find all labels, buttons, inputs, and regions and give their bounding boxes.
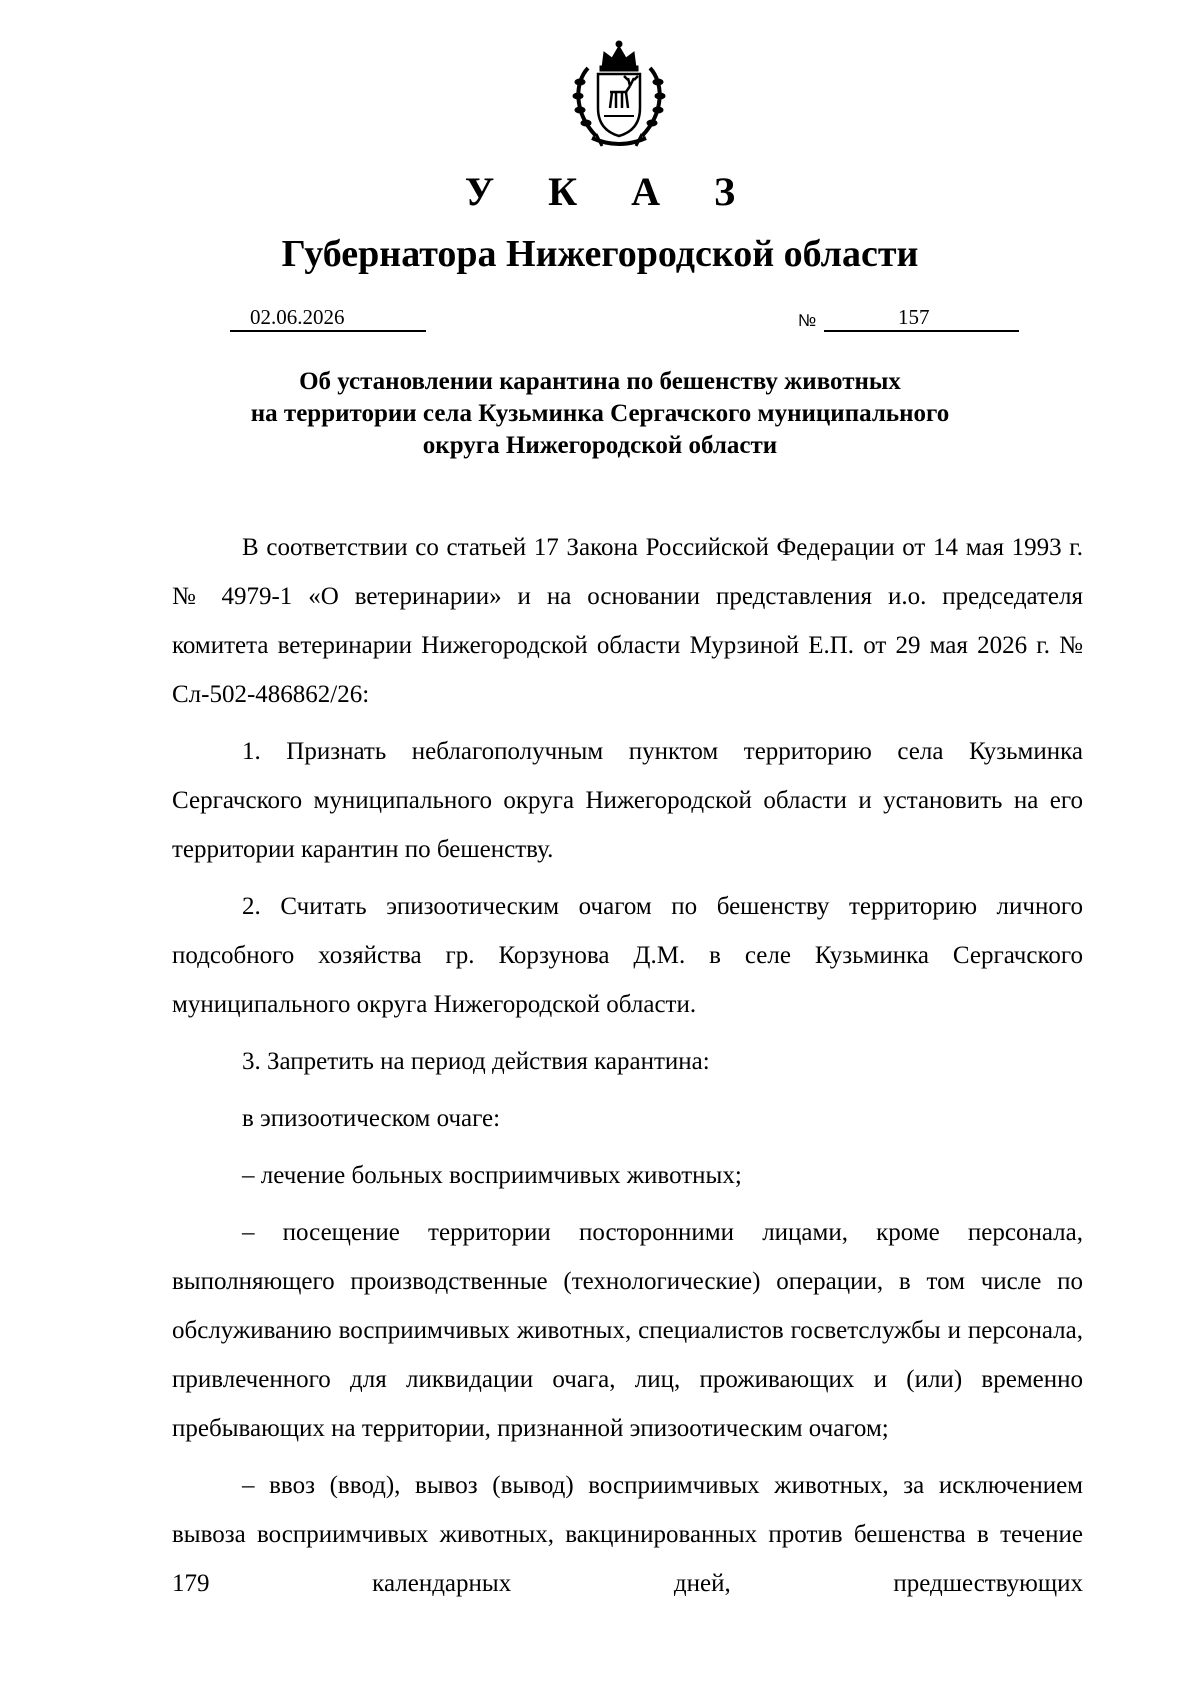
paragraph-ban-treatment: – лечение больных восприимчивых животных; bbox=[242, 1162, 742, 1189]
title-line: на территории села Кузьминка Сергачского муниципального bbox=[250, 400, 950, 427]
issuer-title: Губернатора Нижегородской области bbox=[281, 233, 919, 275]
document-date: 02.06.2026 bbox=[250, 305, 345, 329]
paragraph-ban-import: – ввоз (ввод), вывоз (вывод) восприимчивых животных, за исключением вывоза восприимчивых животных, вакцинированных против бешенства в течение 179 календарных дней, предшествующих bbox=[172, 1472, 1083, 1597]
paragraph-item-3: 3. Запретить на период действия карантина: bbox=[242, 1048, 710, 1075]
number-sign: № bbox=[798, 311, 817, 330]
document-title bbox=[0, 366, 1200, 462]
number-field bbox=[824, 303, 1019, 332]
title-line: Об установлении карантина по бешенству животных bbox=[299, 368, 901, 395]
document-type: У К А З bbox=[464, 169, 758, 214]
paragraph-item-1: 1. Признать неблагополучным пунктом территорию села Кузьминка Сергачского муниципального округа Нижегородской области и установить на его территории карантин по бешенству. bbox=[172, 738, 1083, 863]
paragraph-focus-heading: в эпизоотическом очаге: bbox=[242, 1105, 501, 1132]
paragraph-preamble: В соответствии со статьей 17 Закона Российской Федерации от 14 мая 1993 г. № 4979-1 «О ветеринарии» и на основании представления и.о. председателя комитета ветеринарии Нижегородской области Мурзиной Е.П. от 29 мая 2026 г. № Сл-502-486862/26: bbox=[172, 534, 1083, 708]
document-number: 157 bbox=[898, 305, 930, 329]
title-line: округа Нижегородской области bbox=[422, 432, 778, 459]
paragraph-ban-visits: – посещение территории посторонними лицами, кроме персонала, выполняющего производственные (технологические) операции, в том числе по обслуживанию восприимчивых животных, специалистов госветслужбы и персонала, привлеченного для ликвидации очага, лиц, проживающих и (или) временно пребывающих на территории, признанной эпизоотическим очагом; bbox=[172, 1219, 1083, 1442]
date-field bbox=[230, 303, 426, 332]
coat-of-arms-icon bbox=[566, 38, 672, 148]
document-body bbox=[172, 523, 1083, 1608]
paragraph-item-2: 2. Считать эпизоотическим очагом по бешенству территорию личного подсобного хозяйства гр. Корзунова Д.М. в селе Кузьминка Сергачского муниципального округа Нижегородской области. bbox=[172, 893, 1083, 1018]
